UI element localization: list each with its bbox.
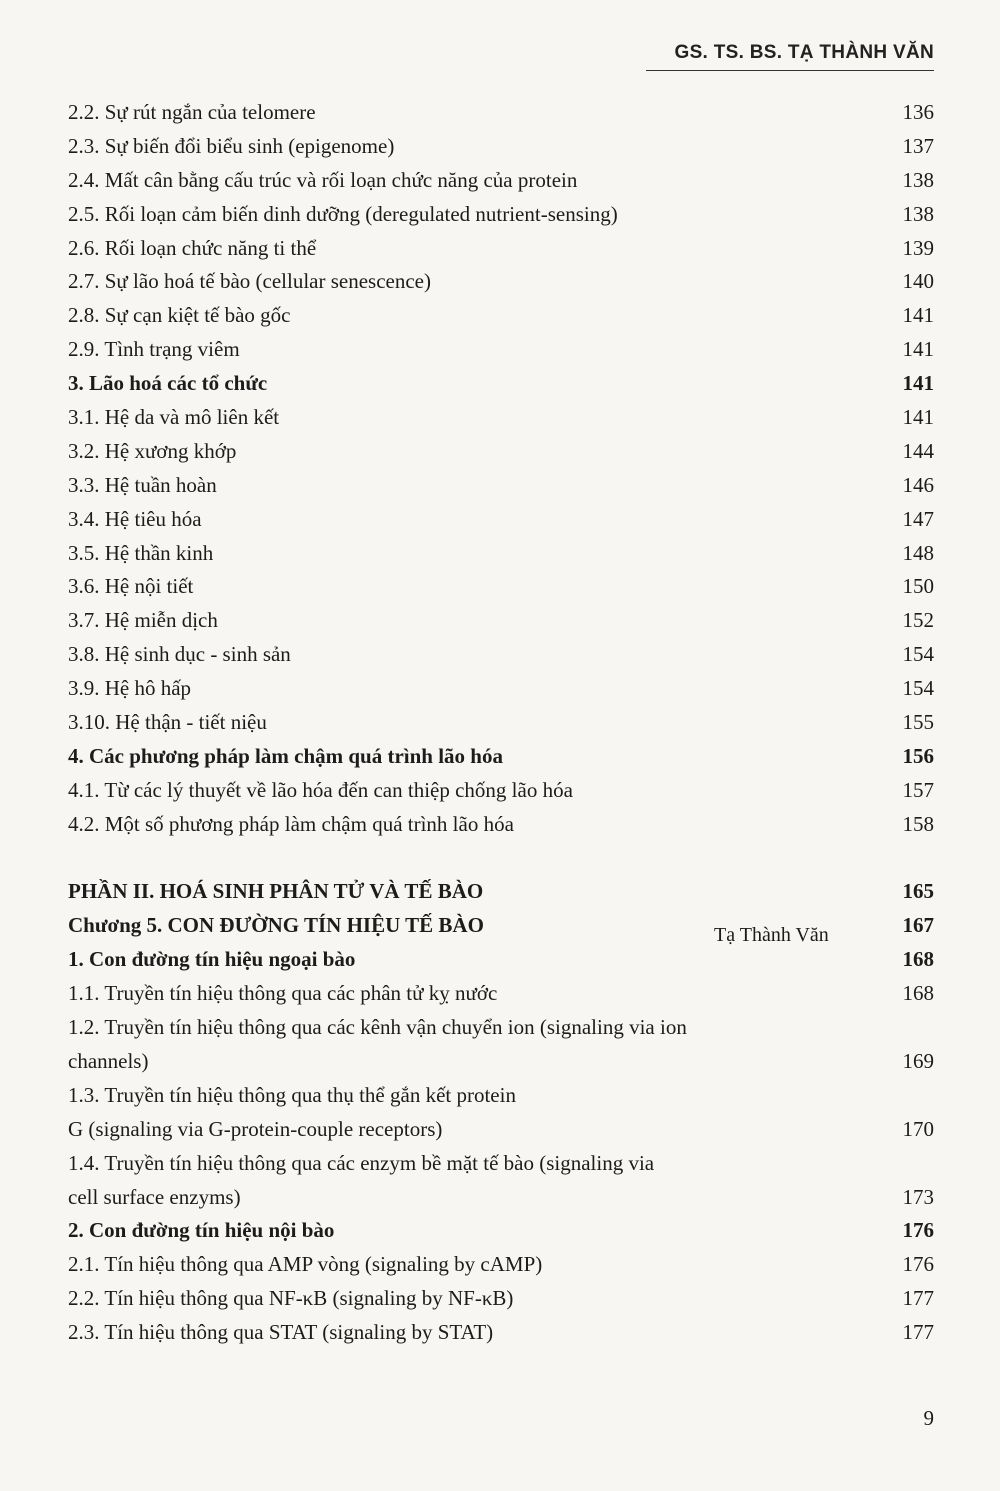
toc-entry-page: 138 xyxy=(902,201,934,226)
toc-entry[interactable] xyxy=(68,1214,934,1248)
toc-entry[interactable] xyxy=(68,503,934,537)
toc-entry[interactable] xyxy=(68,1045,934,1079)
toc-entry-page: 138 xyxy=(902,167,934,192)
toc-entry[interactable] xyxy=(68,875,934,909)
toc-entry-title: 3.1. Hệ da và mô liên kết xyxy=(68,405,280,430)
toc-entry-title: 2.9. Tình trạng viêm xyxy=(68,337,240,362)
toc-entry-page: 168 xyxy=(902,981,934,1006)
toc-entry[interactable] xyxy=(68,265,934,299)
header-rule xyxy=(646,70,934,71)
toc-entry[interactable] xyxy=(68,1248,934,1282)
toc-entry-title: cell surface enzyms) xyxy=(68,1184,241,1209)
toc-entry-title: 4. Các phương pháp làm chậm quá trình lão hóa xyxy=(68,743,503,768)
toc-entry-title: 1. Con đường tín hiệu ngoại bào xyxy=(68,947,356,972)
toc-entry-page: 165 xyxy=(902,879,934,904)
toc-entry-page: 173 xyxy=(902,1184,934,1209)
toc-entry[interactable] xyxy=(68,774,934,808)
toc-entry[interactable] xyxy=(68,130,934,164)
toc-entry-page: 136 xyxy=(902,100,934,124)
toc-entry[interactable] xyxy=(68,740,934,774)
toc-entry-page: 155 xyxy=(902,710,934,735)
toc-entry[interactable] xyxy=(68,198,934,232)
header-author: GS. TS. BS. TẠ THÀNH VĂN xyxy=(674,42,934,63)
toc-entry-page: 141 xyxy=(902,371,934,396)
toc-entry[interactable] xyxy=(68,299,934,333)
toc-entry[interactable] xyxy=(68,401,934,435)
toc-entry-page: 170 xyxy=(902,1116,934,1141)
toc-entry-page: 152 xyxy=(902,608,934,633)
toc-entry-title: 2.3. Tín hiệu thông qua STAT (signaling by STAT) xyxy=(68,1320,494,1345)
toc-entry-page: 140 xyxy=(902,269,934,294)
toc-entry-title: 3.3. Hệ tuần hoàn xyxy=(68,472,217,497)
toc-entry-page: 141 xyxy=(902,405,934,430)
toc-entry-title: 4.2. Một số phương pháp làm chậm quá trình lão hóa xyxy=(68,811,514,836)
toc-entry-title: 1.3. Truyền tín hiệu thông qua thụ thể gắn kết protein xyxy=(68,1082,516,1107)
toc-entry-page: 157 xyxy=(902,777,934,802)
toc-entry[interactable] xyxy=(68,943,934,977)
toc-entry-page: 146 xyxy=(902,472,934,497)
toc-entry[interactable] xyxy=(68,367,934,401)
toc-entry-title: 2.4. Mất cân bằng cấu trúc và rối loạn chức năng của protein xyxy=(68,167,578,192)
toc-entry-title: channels) xyxy=(68,1048,149,1073)
toc-entry-title: 2. Con đường tín hiệu nội bào xyxy=(68,1218,335,1243)
toc-entry-page: 177 xyxy=(902,1286,934,1311)
toc-entry-title: Chương 5. CON ĐƯỜNG TÍN HIỆU TẾ BÀO xyxy=(68,913,484,938)
toc-entry[interactable] xyxy=(68,672,934,706)
toc-entry[interactable] xyxy=(68,96,934,130)
toc-entry-page: 137 xyxy=(902,133,934,158)
toc-spacer xyxy=(68,842,934,876)
toc-entry-title: 3.6. Hệ nội tiết xyxy=(68,574,194,599)
toc-entry-page: 141 xyxy=(902,337,934,362)
toc-entry-title: 2.6. Rối loạn chức năng ti thể xyxy=(68,235,317,260)
toc-entry[interactable] xyxy=(68,333,934,367)
toc-entry-title: 3.5. Hệ thần kinh xyxy=(68,540,214,565)
toc-entry[interactable] xyxy=(68,808,934,842)
toc-entry-title: 1.1. Truyền tín hiệu thông qua các phân tử kỵ nước xyxy=(68,981,498,1006)
toc-entry-title: 2.8. Sự cạn kiệt tế bào gốc xyxy=(68,303,291,328)
toc-entry-page: 148 xyxy=(902,540,934,565)
toc-entry[interactable] xyxy=(68,570,934,604)
toc-entry[interactable] xyxy=(68,164,934,198)
toc-entry[interactable] xyxy=(68,1113,934,1147)
toc-entry-page: 154 xyxy=(902,642,934,667)
toc-entry[interactable] xyxy=(68,1011,934,1045)
toc-entry[interactable] xyxy=(68,604,934,638)
toc-entry-page: 158 xyxy=(902,811,934,836)
toc-entry-author: Tạ Thành Văn xyxy=(714,924,829,947)
toc-entry-title: PHẦN II. HOÁ SINH PHÂN TỬ VÀ TẾ BÀO xyxy=(68,879,484,904)
toc-entry-title: 3.10. Hệ thận - tiết niệu xyxy=(68,710,267,735)
toc-entry-page: 139 xyxy=(902,235,934,260)
toc-entry[interactable] xyxy=(68,1316,934,1350)
toc-entry-title: 3.9. Hệ hô hấp xyxy=(68,676,192,701)
toc-entry[interactable] xyxy=(68,1282,934,1316)
toc-entry-title: 1.2. Truyền tín hiệu thông qua các kênh vận chuyển ion (signaling via ion xyxy=(68,1015,687,1040)
toc-entry-page: 177 xyxy=(902,1320,934,1345)
toc-entry[interactable] xyxy=(68,909,934,947)
toc-entry[interactable] xyxy=(68,435,934,469)
toc-entry-page: 154 xyxy=(902,676,934,701)
toc-entry[interactable] xyxy=(68,1147,934,1181)
toc-entry[interactable] xyxy=(68,706,934,740)
toc-entry-page: 176 xyxy=(902,1252,934,1277)
toc-entry-page: 156 xyxy=(902,743,934,768)
toc-entry-title: 1.4. Truyền tín hiệu thông qua các enzym bề mặt tế bào (signaling via xyxy=(68,1150,655,1175)
toc-entry-title: 3.4. Hệ tiêu hóa xyxy=(68,506,202,531)
toc-entry-page: 141 xyxy=(902,303,934,328)
toc-entry-page: 169 xyxy=(902,1048,934,1073)
toc-entry[interactable] xyxy=(68,1181,934,1215)
toc-entry-page: 176 xyxy=(902,1218,934,1243)
toc-entry-title: 3. Lão hoá các tổ chức xyxy=(68,371,268,396)
toc-entry-page: 168 xyxy=(902,947,934,972)
toc-entry-page: 147 xyxy=(902,506,934,531)
toc-entry-title: 2.3. Sự biến đổi biểu sinh (epigenome) xyxy=(68,133,395,158)
toc-entry-title: 3.2. Hệ xương khớp xyxy=(68,438,237,463)
table-of-contents xyxy=(68,96,934,1350)
toc-entry-title: 3.7. Hệ miễn dịch xyxy=(68,608,218,633)
toc-entry-title: 2.2. Sự rút ngắn của telomere xyxy=(68,100,316,124)
toc-entry[interactable] xyxy=(68,1079,934,1113)
toc-entry[interactable] xyxy=(68,469,934,503)
toc-entry-title: G (signaling via G-protein-couple receptors) xyxy=(68,1116,443,1141)
toc-entry-page: 150 xyxy=(902,574,934,599)
toc-entry-title: 2.7. Sự lão hoá tế bào (cellular senescence) xyxy=(68,269,431,294)
toc-entry[interactable] xyxy=(68,537,934,571)
toc-entry-page: 144 xyxy=(902,438,934,463)
toc-entry-title: 2.5. Rối loạn cảm biến dinh dưỡng (deregulated nutrient-sensing) xyxy=(68,201,618,226)
toc-entry[interactable] xyxy=(68,638,934,672)
toc-entry-page: 167 xyxy=(902,913,934,938)
toc-entry[interactable] xyxy=(68,232,934,266)
toc-entry-title: 2.1. Tín hiệu thông qua AMP vòng (signaling by cAMP) xyxy=(68,1252,543,1277)
page-number: 9 xyxy=(923,1406,934,1430)
toc-entry-title: 3.8. Hệ sinh dục - sinh sản xyxy=(68,642,291,667)
toc-entry[interactable] xyxy=(68,977,934,1011)
toc-entry-title: 4.1. Từ các lý thuyết về lão hóa đến can thiệp chống lão hóa xyxy=(68,777,573,802)
toc-entry-title: 2.2. Tín hiệu thông qua NF-κB (signaling by NF-κB) xyxy=(68,1286,514,1311)
